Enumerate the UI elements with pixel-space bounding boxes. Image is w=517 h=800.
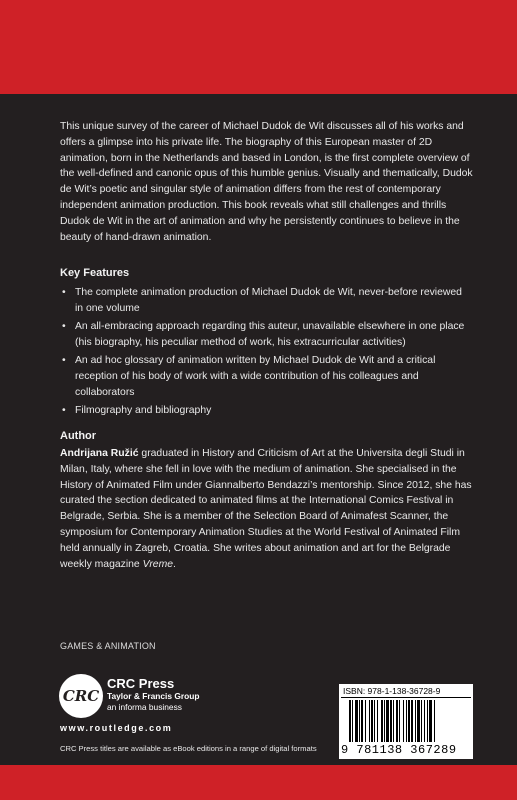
list-item: • Filmography and bibliography: [60, 403, 470, 419]
bullet-icon: •: [62, 355, 66, 367]
ebook-note: CRC Press titles are available as eBook editions in a range of digital formats: [60, 744, 317, 753]
publisher-group: Taylor & Francis Group: [107, 691, 200, 701]
bullet-icon: •: [62, 321, 66, 333]
bullet-icon: •: [62, 287, 66, 298]
publisher-business: an informa business: [107, 702, 182, 712]
author-bio: Andrijana Ružić graduated in History and Criticism of Art at the Universita degli Studi in Milan, Italy, where she fell in love with the medium of animation. She specialised in the History of Animated Film under Giannalberto Bendazzi’s mentorship. Since 2012, she has curated the section dedicated to animated films at the International Comics Festival in Belgrade, Serbia. She is a member of the Selection Board of Animafest Scanner, the symposium for Contemporary Animation Studies at the World Festival of Animated Film held annually in Zagreb, Croatia. She writes about animation and art for the Belgrade weekly magazine Vreme.: [60, 448, 472, 570]
key-features-list: [60, 285, 470, 422]
isbn-barcode: [339, 684, 473, 759]
list-item: • An all-embracing approach regarding this auteur, unavailable elsewhere in one place (his biography, his peculiar method of work, his extracurricular activities): [62, 321, 465, 348]
bottom-red-band: [0, 765, 517, 800]
author-name: Andrijana Ružić: [60, 448, 139, 459]
top-red-band: [0, 0, 517, 94]
description-block: [60, 119, 475, 245]
barcode-icon: [349, 700, 463, 742]
bullet-icon: •: [62, 405, 66, 417]
category-label: GAMES & ANIMATION: [60, 641, 156, 651]
isbn-rule: [341, 697, 471, 698]
list-item: • The complete animation production of Michael Dudok de Wit, never-before reviewed in one volume: [62, 287, 462, 314]
author-heading: Author: [60, 430, 97, 442]
author-bio-text: graduated in History and Criticism of Art at the Universita degli Studi in Milan, Italy, where she fell in love with the medium of animation. She specialised in the History of Animated Film under Giannalberto Bendazzi’s mentorship. Since 2012, she has curated the section dedicated to animated films at the International Comics Festival in Belgrade, Serbia. She is a member of the Selection Board of Animafest Scanner, the symposium for Contemporary Animation Studies at the World Festival of Animated Film held annually in Zagreb, Croatia. She writes about animation and art for the Belgrade weekly magazine: [60, 448, 472, 570]
barcode-digits: 9 781138 367289: [341, 743, 457, 757]
book-blurb: This unique survey of the career of Michael Dudok de Wit discusses all of his works and offers a glimpse into his private life. The biography of this European master of 2D animation, born in the Netherlands and based in London, is the first complete overview of the well-defined and canonic opus of this humble genius. Visually and thematically, Dudok de Wit’s poetic and singular style of animation differs from the rest of contemporary independent animation production. This book reveals what still challenges and thrills Dudok de Wit in the art of animation and why he persistently continues to believe in the beauty of hand-drawn animation.: [60, 121, 473, 243]
isbn-label: ISBN: 978-1-138-36728-9: [343, 686, 441, 696]
publisher-block: [107, 676, 199, 713]
list-item: • An ad hoc glossary of animation written by Michael Dudok de Wit and a critical reception of his body of work with a wide contribution of his colleagues and collaborators: [62, 355, 436, 398]
publisher-url: www.routledge.com: [60, 723, 173, 733]
magazine-name: Vreme: [142, 558, 174, 570]
crc-logo-icon: CRC: [59, 674, 103, 718]
publisher-name: CRC Press: [107, 676, 175, 691]
key-features-heading: Key Features: [60, 267, 130, 279]
